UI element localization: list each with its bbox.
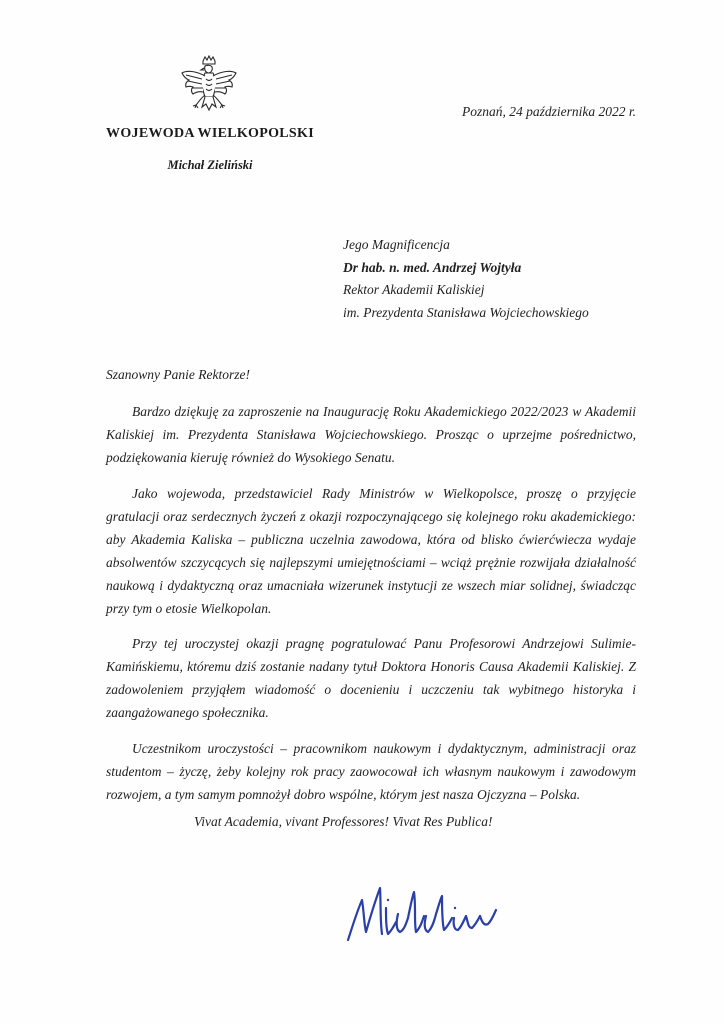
paragraph: Uczestnikom uroczystości – pracownikom naukowym i dydaktycznym, administracji oraz studentom – życzę, żeby kolejny rok pracy zaowocował ich własnym naukowym i zawodowym rozwojem, a tym samym pomnożył dobro wspólne, którym jest nasza Ojczyzna – Polska. xyxy=(106,740,636,802)
recipient-honorific: Jego Magnificencja xyxy=(343,237,450,252)
closing-line: Vivat Academia, vivant Professores! Vivat Res Publica! xyxy=(194,813,493,829)
paragraph: Bardzo dziękuję za zaproszenie na Inaugurację Roku Akademickiego 2022/2023 w Akademii Kaliskiej im. Prezydenta Stanisława Wojciechowskiego. Prosząc o uprzejme pośrednictwo, podziękowania kieruję również do Wysokiego Senatu. xyxy=(106,404,636,465)
paragraph: Jako wojewoda, przedstawiciel Rady Ministrów w Wielkopolsce, proszę o przyjęcie gratulacji oraz serdecznych życzeń z okazji rozpoczynającego się kolejnego roku akademickiego: aby Akademia Kaliska – publiczna uczelnia zawodowa, która od blisko ćwierćwiecza wydaje absolwentów szczycących się najlepszymi umiejętnościami – wciąż prężnie rozwijała działalność naukową i dydaktyczną oraz umacniała wizerunek instytucji ze wszech miar solidnej, świadcząc przy tym o etosie Wielkopolan. xyxy=(106,485,636,616)
recipient-position: Rektor Akademii Kaliskiej xyxy=(343,282,485,297)
recipient-institution: im. Prezydenta Stanisława Wojciechowskiego xyxy=(343,304,589,320)
letter-body xyxy=(106,400,636,845)
date-line: Poznań, 24 października 2022 r. xyxy=(461,104,636,119)
handwritten-signature xyxy=(340,878,505,950)
paragraph: Przy tej uroczystej okazji pragnę pogratulować Panu Profesorowi Andrzejowi Sulimie-Kamińskiemu, któremu dziś zostanie nadany tytuł Doktora Honoris Causa Akademii Kaliskiej. Z zadowoleniem przyjąłem wiadomość o docenieniu i uczczeniu tak wybitnego historyka i zaangażowanego społecznika. xyxy=(106,636,636,720)
office-title: WOJEWODA WIELKOPOLSKI xyxy=(106,126,314,141)
official-name: Michał Zieliński xyxy=(167,158,253,172)
salutation: Szanowny Panie Rektorze! xyxy=(106,367,250,382)
polish-eagle-emblem-icon xyxy=(178,55,240,121)
recipient-name: Dr hab. n. med. Andrzej Wojtyła xyxy=(343,259,522,275)
recipient-block xyxy=(343,234,673,324)
